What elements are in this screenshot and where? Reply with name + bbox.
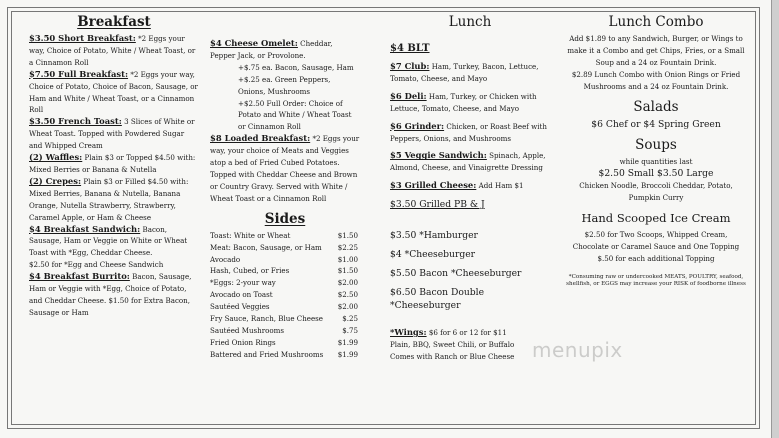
side-item: Meat: Bacon, Sausage, or Ham $2.25 <box>210 242 358 252</box>
lunch-heading: Lunch <box>448 14 492 30</box>
side-item: Avocado $1.00 <box>210 254 358 264</box>
burger-item: $4 *Cheeseburger <box>390 249 476 261</box>
side-item: Toast: White or Wheat $1.50 <box>210 230 358 240</box>
menu-item: (2) Waffles: Plain $3 or Topped $4.50 with: Mixed Berries or Banana & Nutella <box>29 152 196 174</box>
soups-prices: $2.50 Small $3.50 Large <box>598 168 714 180</box>
combo-details: $2.89 Lunch Combo with Onion Rings or Fried Mushrooms and a 24 oz Fountain Drink. <box>571 69 741 91</box>
omelet-column <box>210 38 360 361</box>
ice-cream-extra: $.50 for each additional Topping <box>597 254 715 264</box>
menu-item: $2.50 for *Egg and Cheese Sandwich <box>29 260 164 270</box>
breakfast-column <box>29 14 199 319</box>
sides-heading: Sides <box>264 210 306 227</box>
menu-item: $5 Veggie Sandwich: Spinach, Apple, Almond, Cheese, and Vinaigrette Dressing <box>390 150 546 173</box>
spacer <box>390 220 550 229</box>
burger-item: $3.50 *Hamburger <box>390 230 478 242</box>
soups-kinds: Chicken Noodle, Broccoli Cheddar, Potato, Pumpkin Curry <box>579 181 733 203</box>
menu-item: $6 Grinder: Chicken, or Roast Beef with Peppers, Onions, and Mushrooms <box>390 120 547 143</box>
side-item: Avocado on Toast $2.50 <box>210 290 358 300</box>
omelet-addon: +$2.50 Full Order: Choice of Potato and White / Wheat Toast or Cinnamon Roll <box>238 98 352 132</box>
omelet-addon: +$.25 ea. Green Peppers, Onions, Mushrooms <box>238 74 331 96</box>
spacer <box>390 33 550 42</box>
spacer <box>566 265 746 274</box>
menu-item: $7 Club: Ham, Turkey, Bacon, Lettuce, Tomato, Cheese, and Mayo <box>390 61 539 83</box>
wings-flavors: Plain, BBQ, Sweet Chili, or Buffalo <box>390 340 515 350</box>
lunch-combo-heading: Lunch Combo <box>608 14 704 30</box>
side-item: Sautéed Mushrooms $.75 <box>210 325 358 335</box>
burger-item: $5.50 Bacon *Cheeseburger <box>390 268 522 280</box>
breakfast-heading: Breakfast <box>77 14 151 30</box>
side-item: Sautéed Veggies $2.00 <box>210 302 358 312</box>
soups-note: while quantities last <box>619 156 693 166</box>
combo-column <box>566 14 746 288</box>
menu-item: $4 BLT <box>390 43 430 54</box>
ice-cream-heading: Hand Scooped Ice Cream <box>581 211 731 226</box>
side-item: *Eggs: 2-your way $2.00 <box>210 278 358 288</box>
watermark: menupix <box>532 338 623 362</box>
salads-line: $6 Chef or $4 Spring Green <box>591 118 721 130</box>
lunch-column <box>390 14 550 363</box>
salads-heading: Salads <box>633 98 679 115</box>
menu-item: $3.50 French Toast: 3 Slices of White or Wheat Toast. Topped with Powdered Sugar and Whipped Cream <box>29 116 195 151</box>
ice-cream-details: $2.50 for Two Scoops, Whipped Cream, Chocolate or Caramel Sauce and One Topping <box>572 230 740 252</box>
side-item: Hash, Cubed, or Fries $1.50 <box>210 266 358 276</box>
side-item: Fried Onion Rings $1.99 <box>210 337 358 347</box>
menu-item: $3.50 Grilled PB & J <box>390 199 485 211</box>
menu-item: $4 Breakfast Sandwich: Bacon, Sausage, Ham or Veggie on White or Wheat Toast with *Egg, Cheddar Cheese. <box>29 223 188 258</box>
soups-heading: Soups <box>635 136 677 153</box>
combo-details: Add $1.89 to any Sandwich, Burger, or Wings to make it a Combo and get Chips, Fries, or a Small Soup and a 24 oz Fountain Drink. <box>567 34 745 67</box>
menu-item: $3 Grilled Cheese: Add Ham $1 <box>390 180 524 191</box>
menu-item: $8 Loaded Breakfast: *2 Eggs your way, your choice of Meats and Veggies atop a bed of Fried Cubed Potatoes. Topped with Cheddar Cheese and Brown or Country Gravy. Served with White / Wheat Toast or a Cinnamon Roll <box>210 133 360 203</box>
menu-item: $4 Breakfast Burrito: Bacon, Sausage, Ham or Veggie with *Egg, Choice of Potato, and Cheddar Cheese. $1.50 for Extra Bacon, Sausage or Ham <box>29 271 192 317</box>
menu-item: $3.50 Short Breakfast: *2 Eggs your way, Choice of Potato, White / Wheat Toast, or a Cinnamon Roll <box>29 33 196 67</box>
spacer <box>390 211 550 220</box>
menu-item: (2) Crepes: Plain $3 or Filled $4.50 with: Mixed Berries, Banana & Nutella, Banana Orange, Nutella Strawberry, Strawberry, Caramel Apple, or Ham & Cheese <box>29 175 189 222</box>
menu-item: $6 Deli: Ham, Turkey, or Chicken with Lettuce, Tomato, Cheese, and Mayo <box>390 90 537 113</box>
menu-item: $4 Cheese Omelet: Cheddar, Pepper Jack, or Provolone. <box>210 38 333 60</box>
burger-item: $6.50 Bacon Double *Cheeseburger <box>390 287 485 312</box>
menu-item: $7.50 Full Breakfast: *2 Eggs your way, Choice of Potato, Choice of Bacon, Sausage, or Ham and White / Wheat Toast, or a Cinnamon Roll <box>29 68 198 115</box>
raw-food-disclaimer: *Consuming raw or undercooked MEATS, POULTRY, seafood, shellfish, or EGGS may increase your RISK of foodborne illness <box>566 273 746 288</box>
wings-dips: Comes with Ranch or Blue Cheese <box>390 351 515 361</box>
side-item: Fry Sauce, Ranch, Blue Cheese $.25 <box>210 314 358 324</box>
omelet-addon: +$.75 ea. Bacon, Sausage, Ham <box>238 62 354 72</box>
wings-item: *Wings: $6 for 6 or 12 for $11 <box>390 327 507 338</box>
spacer <box>390 318 550 327</box>
side-item: Battered and Fried Mushrooms $1.99 <box>210 349 358 359</box>
